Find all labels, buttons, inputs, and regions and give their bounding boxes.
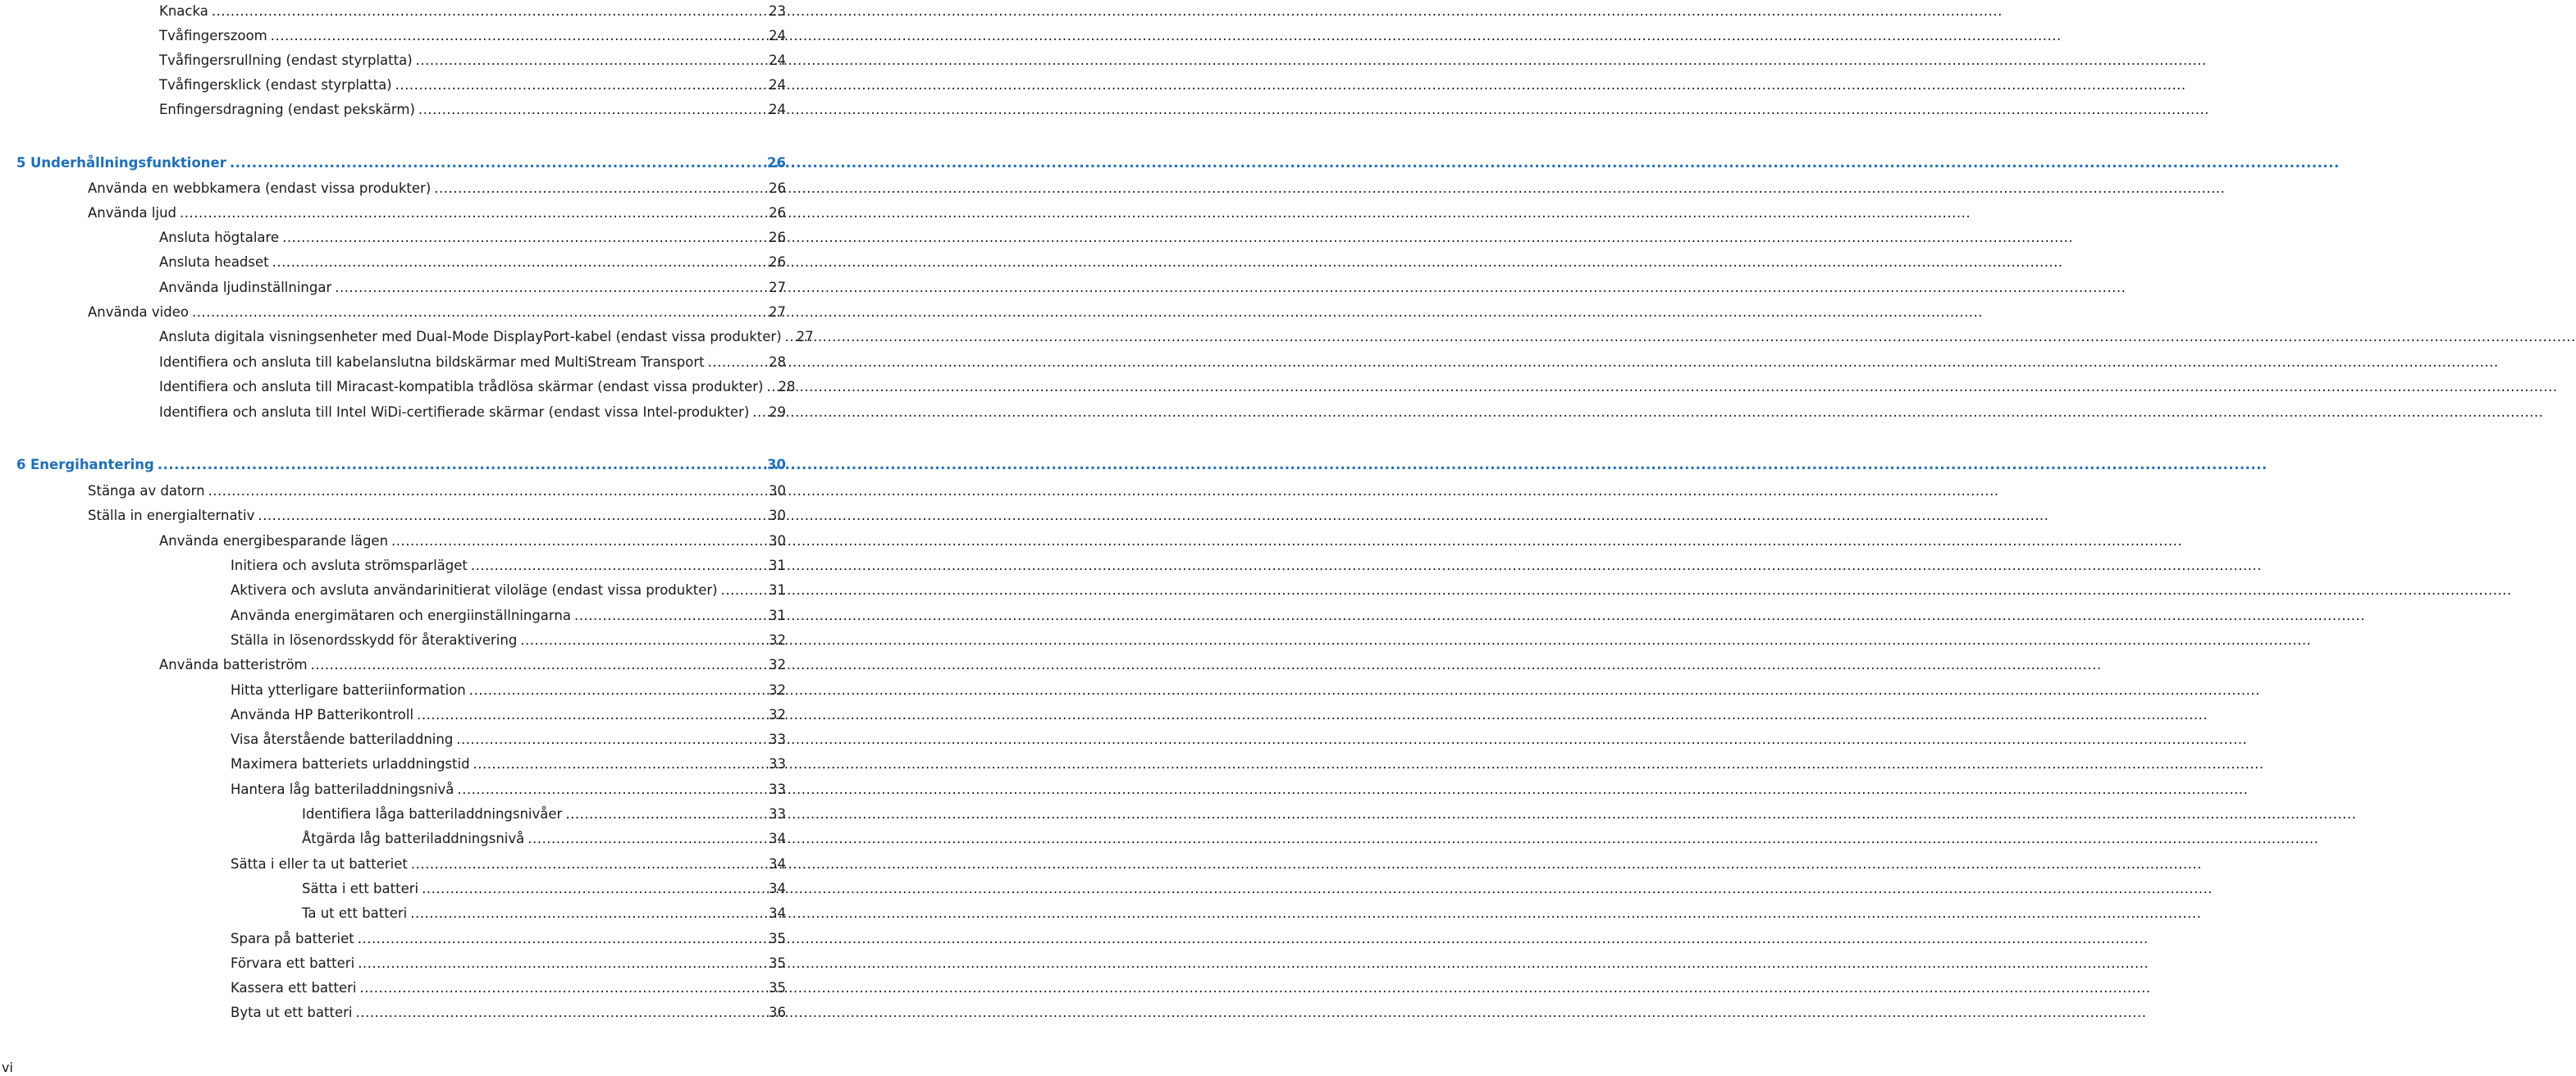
toc-entry-title bbox=[302, 905, 410, 922]
toc-entry-label: Identifiera och ansluta till kabelanslutna bildskärmar med MultiStream Transport bbox=[159, 354, 705, 370]
toc-entry[interactable] bbox=[231, 629, 786, 649]
toc-entry-label: Använda ljudinställningar bbox=[159, 280, 332, 295]
dot-leader bbox=[528, 831, 765, 847]
toc-entry-title bbox=[159, 354, 708, 371]
chapter-number: 6 bbox=[16, 457, 26, 472]
toc-entry-label: Initiera och avsluta strömsparläget bbox=[231, 558, 468, 573]
toc-page-number: 30 bbox=[769, 533, 786, 549]
toc-entry[interactable] bbox=[231, 604, 786, 624]
toc-entry-title bbox=[88, 508, 258, 524]
toc-entry-title bbox=[231, 782, 457, 798]
toc-entry-title bbox=[159, 533, 391, 549]
toc-entry[interactable] bbox=[159, 25, 786, 44]
toc-entry-title bbox=[231, 608, 574, 624]
toc-entry-label: Aktivera och avsluta användarinitierat viloläge (endast vissa produkter) bbox=[231, 582, 718, 598]
toc-entry-label: Spara på batteriet bbox=[231, 931, 354, 946]
toc-entry[interactable] bbox=[159, 654, 786, 673]
toc-entry-title bbox=[231, 856, 411, 873]
dot-leader bbox=[258, 508, 765, 524]
toc-entry-label: Hitta ytterligare batteriinformation bbox=[231, 682, 466, 698]
toc-entry-title bbox=[88, 304, 192, 321]
toc-page-number: 34 bbox=[769, 881, 786, 896]
toc-entry[interactable] bbox=[159, 74, 786, 93]
toc-page-number: 31 bbox=[769, 582, 786, 598]
toc-entry-label: Stänga av datorn bbox=[88, 483, 205, 499]
dot-leader bbox=[471, 558, 765, 574]
toc-entry-label: Ansluta digitala visningsenheter med Dual-Mode DisplayPort-kabel (endast vissa produkter) bbox=[159, 329, 782, 344]
dot-leader bbox=[752, 404, 765, 421]
toc-entry[interactable] bbox=[231, 679, 786, 699]
toc-entry-label: Energihantering bbox=[30, 457, 154, 472]
toc-page-number: 36 bbox=[769, 1005, 786, 1020]
dot-leader bbox=[417, 707, 765, 723]
toc-entry-label: Enfingersdragning (endast pekskärm) bbox=[159, 102, 415, 117]
toc-entry[interactable] bbox=[88, 202, 786, 221]
dot-leader bbox=[785, 329, 793, 345]
toc-page-number: 35 bbox=[769, 931, 786, 946]
toc-entry-label: Underhållningsfunktioner bbox=[30, 155, 226, 171]
toc-entry[interactable] bbox=[231, 554, 786, 574]
toc-entry[interactable] bbox=[302, 803, 786, 823]
toc-page-number: 30 bbox=[767, 457, 786, 472]
toc-page-number: 28 bbox=[778, 379, 796, 394]
dot-leader bbox=[574, 608, 765, 624]
toc-entry-title bbox=[159, 102, 418, 118]
toc-page-number: 24 bbox=[769, 28, 786, 43]
dot-leader bbox=[565, 806, 765, 823]
dot-leader bbox=[418, 102, 765, 118]
toc-entry-label: Identifiera och ansluta till Intel WiDi-certifierade skärmar (endast vissa Intel-produkter) bbox=[159, 404, 750, 420]
toc-entry-label: Använda video bbox=[88, 304, 189, 320]
toc-page-number: 34 bbox=[769, 856, 786, 872]
dot-leader bbox=[180, 205, 765, 221]
toc-entry-title bbox=[159, 230, 282, 246]
dot-leader bbox=[192, 304, 765, 321]
toc-entry-label: Använda energibesparande lägen bbox=[159, 533, 389, 549]
toc-entry-title bbox=[231, 558, 471, 574]
toc-entry[interactable] bbox=[231, 853, 786, 873]
toc-entry-title bbox=[231, 931, 358, 947]
toc-entry-title bbox=[16, 155, 230, 171]
dot-leader bbox=[208, 483, 765, 499]
dot-leader bbox=[391, 533, 765, 549]
toc-entry-label: Använda en webbkamera (endast vissa produkter) bbox=[88, 180, 432, 196]
toc-entry-title bbox=[231, 632, 520, 649]
dot-leader bbox=[411, 856, 765, 873]
toc-entry-label: Ansluta headset bbox=[159, 254, 269, 270]
toc-page-number: 26 bbox=[769, 205, 786, 221]
toc-entry[interactable] bbox=[302, 902, 786, 922]
dot-leader bbox=[358, 931, 765, 947]
toc-page-number: 32 bbox=[769, 632, 786, 648]
toc-entry-title bbox=[159, 329, 785, 345]
toc-page-number: 35 bbox=[769, 955, 786, 971]
toc-entry-title bbox=[159, 254, 272, 271]
dot-leader bbox=[456, 732, 765, 748]
toc-entry-title bbox=[88, 483, 208, 499]
toc-entry-label: Åtgärda låg batteriladdningsnivå bbox=[302, 831, 525, 846]
dot-leader bbox=[766, 379, 774, 395]
toc-entry-title bbox=[302, 831, 528, 847]
toc-entry-title bbox=[159, 3, 212, 20]
toc-entry[interactable] bbox=[159, 351, 786, 371]
dot-leader bbox=[360, 980, 765, 996]
dot-leader bbox=[708, 354, 765, 371]
dot-leader bbox=[355, 1005, 765, 1021]
dot-leader bbox=[158, 457, 764, 473]
toc-entry-label: Maximera batteriets urladdningstid bbox=[231, 756, 470, 772]
toc-entry[interactable] bbox=[231, 928, 786, 947]
toc-page-number: 33 bbox=[769, 782, 786, 797]
toc-entry-label: Identifiera och ansluta till Miracast-kompatibla trådlösa skärmar (endast vissa produkter) bbox=[159, 379, 764, 394]
toc-page-number: 33 bbox=[769, 732, 786, 747]
dot-leader bbox=[473, 756, 765, 773]
toc-entry[interactable] bbox=[159, 276, 786, 296]
toc-entry[interactable] bbox=[159, 49, 786, 69]
dot-leader bbox=[272, 254, 765, 271]
toc-entry-label: Använda HP Batterikontroll bbox=[231, 707, 414, 723]
toc-entry[interactable] bbox=[88, 504, 786, 524]
toc-chapter-entry[interactable] bbox=[16, 454, 786, 473]
toc-page-number: 23 bbox=[769, 3, 786, 19]
toc-entry-label: Ta ut ett batteri bbox=[302, 905, 408, 921]
toc-entry-label: Identifiera låga batteriladdningsnivåer bbox=[302, 806, 563, 822]
dot-leader bbox=[271, 28, 765, 44]
dot-leader bbox=[335, 280, 765, 296]
toc-page-number: 24 bbox=[769, 52, 786, 68]
toc-entry-label: Tvåfingerszoom bbox=[159, 28, 267, 43]
dot-leader bbox=[434, 180, 765, 197]
toc-page-number: 28 bbox=[769, 354, 786, 370]
toc-entry-label: Sätta i ett batteri bbox=[302, 881, 419, 896]
toc-page-number: 31 bbox=[769, 608, 786, 623]
toc-page-number: 26 bbox=[769, 254, 786, 270]
toc-entry[interactable] bbox=[159, 376, 796, 395]
toc-entry-title bbox=[159, 280, 335, 296]
dot-leader bbox=[230, 155, 764, 171]
toc-entry-label: Tvåfingersrullning (endast styrplatta) bbox=[159, 52, 413, 68]
toc-page-number: 33 bbox=[769, 806, 786, 822]
toc-entry-title bbox=[231, 1005, 355, 1021]
toc-entry[interactable] bbox=[88, 177, 786, 197]
toc-page-number: 35 bbox=[769, 980, 786, 996]
dot-leader bbox=[395, 77, 765, 93]
toc-page-number: 34 bbox=[769, 905, 786, 921]
toc-entry-title bbox=[231, 756, 473, 773]
toc-page-number: 26 bbox=[769, 180, 786, 196]
toc-page-number: 26 bbox=[767, 155, 786, 171]
dot-leader bbox=[457, 782, 765, 798]
toc-entry-label: Ansluta högtalare bbox=[159, 230, 280, 245]
dot-leader bbox=[520, 632, 765, 649]
toc-entry-label: Ställa in lösenordsskydd för återaktivering bbox=[231, 632, 518, 648]
toc-entry[interactable] bbox=[159, 401, 786, 421]
toc-entry[interactable] bbox=[159, 530, 786, 549]
toc-page-number: 31 bbox=[769, 558, 786, 573]
dot-leader bbox=[212, 3, 765, 20]
toc-entry-title bbox=[159, 657, 311, 673]
toc-entry[interactable] bbox=[88, 301, 786, 321]
dot-leader bbox=[469, 682, 765, 699]
toc-page-number: 32 bbox=[769, 707, 786, 723]
toc-entry[interactable] bbox=[302, 878, 786, 897]
toc-entry-label: Knacka bbox=[159, 3, 208, 19]
toc-entry-label: Sätta i eller ta ut batteriet bbox=[231, 856, 408, 872]
toc-entry[interactable] bbox=[159, 98, 786, 118]
toc-entry[interactable] bbox=[231, 728, 786, 748]
toc-page-number: 27 bbox=[796, 329, 814, 344]
toc-page-number: 30 bbox=[769, 508, 786, 523]
toc-entry-title bbox=[88, 205, 180, 221]
toc-entry-label: Tvåfingersklick (endast styrplatta) bbox=[159, 77, 392, 93]
toc-entry-title bbox=[302, 806, 565, 823]
toc-entry-title bbox=[231, 707, 417, 723]
toc-entry-label: Kassera ett batteri bbox=[231, 980, 357, 996]
toc-entry-title bbox=[159, 77, 395, 93]
toc-entry[interactable] bbox=[159, 251, 786, 271]
toc-entry-label: Använda ljud bbox=[88, 205, 177, 221]
toc-entry[interactable] bbox=[88, 480, 786, 499]
toc-entry-title bbox=[231, 955, 358, 972]
toc-entry[interactable] bbox=[231, 704, 786, 723]
dot-leader bbox=[416, 52, 765, 69]
toc-entry[interactable] bbox=[231, 1001, 786, 1021]
page-number: vi bbox=[2, 1060, 13, 1075]
toc-entry[interactable] bbox=[231, 579, 786, 599]
dot-leader bbox=[282, 230, 765, 246]
toc-page-number: 33 bbox=[769, 756, 786, 772]
dot-leader bbox=[358, 955, 765, 972]
toc-entry[interactable] bbox=[231, 753, 786, 773]
dot-leader bbox=[311, 657, 765, 673]
toc-entry-label: Visa återstående batteriladdning bbox=[231, 732, 454, 747]
toc-entry-title bbox=[159, 52, 416, 69]
toc-entry-title bbox=[16, 457, 158, 473]
toc-page-number: 34 bbox=[769, 831, 786, 846]
toc-entry-title bbox=[159, 404, 752, 421]
toc-entry[interactable] bbox=[231, 778, 786, 798]
toc-page-number: 24 bbox=[769, 77, 786, 93]
toc-entry-title bbox=[231, 682, 469, 699]
toc-entry-label: Hantera låg batteriladdningsnivå bbox=[231, 782, 454, 797]
toc-entry-title bbox=[231, 732, 456, 748]
toc-page-number: 24 bbox=[769, 102, 786, 117]
dot-leader bbox=[721, 582, 765, 599]
toc-chapter-entry[interactable] bbox=[16, 152, 786, 171]
toc-entry-label: Använda batteriström bbox=[159, 657, 308, 672]
toc-entry-title bbox=[302, 881, 422, 897]
toc-page-number: 30 bbox=[769, 483, 786, 499]
chapter-number: 5 bbox=[16, 155, 26, 171]
toc-page-number: 32 bbox=[769, 657, 786, 672]
toc-entry[interactable] bbox=[159, 226, 786, 246]
toc-page-number: 27 bbox=[769, 304, 786, 320]
toc-entry-label: Använda energimätaren och energiinställningarna bbox=[231, 608, 571, 623]
toc-page-number: 26 bbox=[769, 230, 786, 245]
toc-entry-title bbox=[231, 582, 721, 599]
toc-entry[interactable] bbox=[302, 828, 786, 847]
dot-leader bbox=[422, 881, 765, 897]
toc-entry[interactable] bbox=[159, 0, 786, 20]
toc-entry-label: Förvara ett batteri bbox=[231, 955, 355, 971]
toc-page-number: 27 bbox=[769, 280, 786, 295]
toc-entry-title bbox=[88, 180, 434, 197]
toc-page-number: 29 bbox=[769, 404, 786, 420]
toc-page-number: 32 bbox=[769, 682, 786, 698]
toc-entry-title bbox=[159, 28, 271, 44]
toc-entry-title bbox=[159, 379, 766, 395]
dot-leader bbox=[410, 905, 765, 922]
toc-entry[interactable] bbox=[159, 326, 814, 345]
toc-entry-label: Byta ut ett batteri bbox=[231, 1005, 353, 1020]
toc-entry-title bbox=[231, 980, 360, 996]
toc-entry-label: Ställa in energialternativ bbox=[88, 508, 255, 523]
toc-entry[interactable] bbox=[231, 952, 786, 972]
toc-entry[interactable] bbox=[231, 977, 786, 996]
